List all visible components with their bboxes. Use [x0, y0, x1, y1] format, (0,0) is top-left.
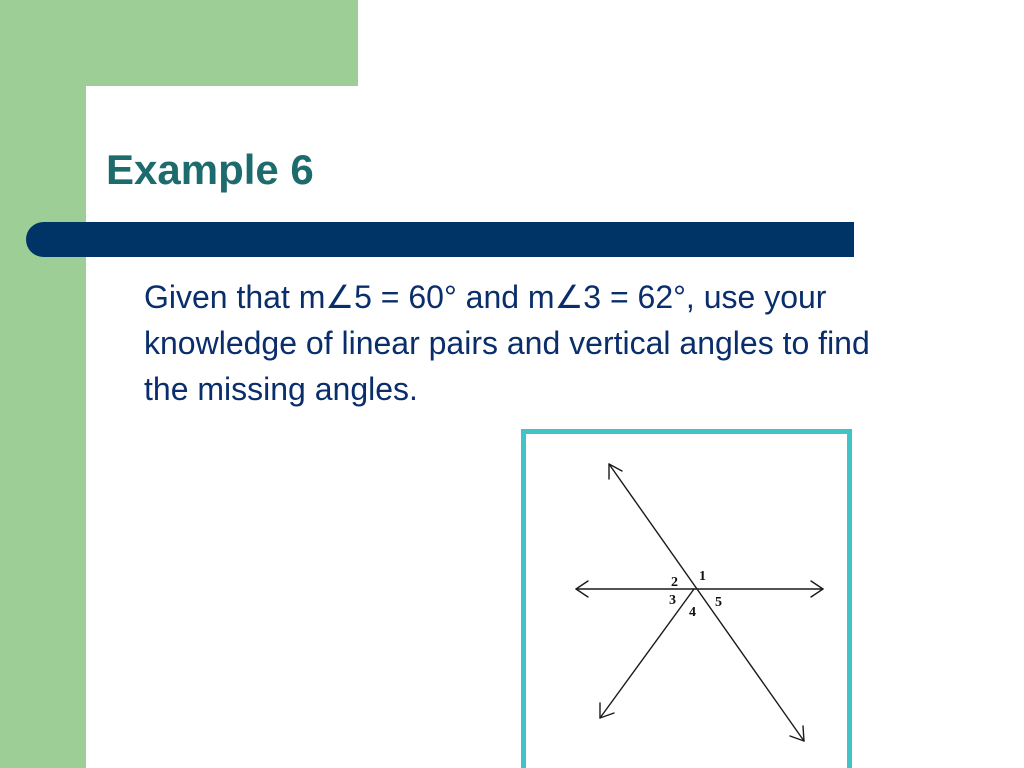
- angle-label-1: 1: [699, 569, 706, 584]
- slide-title: Example 6: [106, 146, 314, 193]
- transversal-line-b: [600, 589, 694, 718]
- angle-label-3: 3: [669, 593, 676, 608]
- top-green-block: [0, 0, 358, 86]
- problem-statement: Given that m∠5 = 60° and m∠3 = 62°, use your knowledge of linear pairs and vertical angles to find the missing angles.: [144, 279, 870, 407]
- left-green-band: [0, 0, 86, 768]
- angle-diagram: [521, 429, 852, 768]
- angle-label-4: 4: [689, 605, 696, 620]
- angle-label-2: 2: [671, 575, 678, 590]
- transversal-line-a: [609, 464, 804, 741]
- title-underline-bar: [26, 222, 854, 257]
- angle-diagram-svg: [521, 429, 852, 768]
- angle-label-5: 5: [715, 595, 722, 610]
